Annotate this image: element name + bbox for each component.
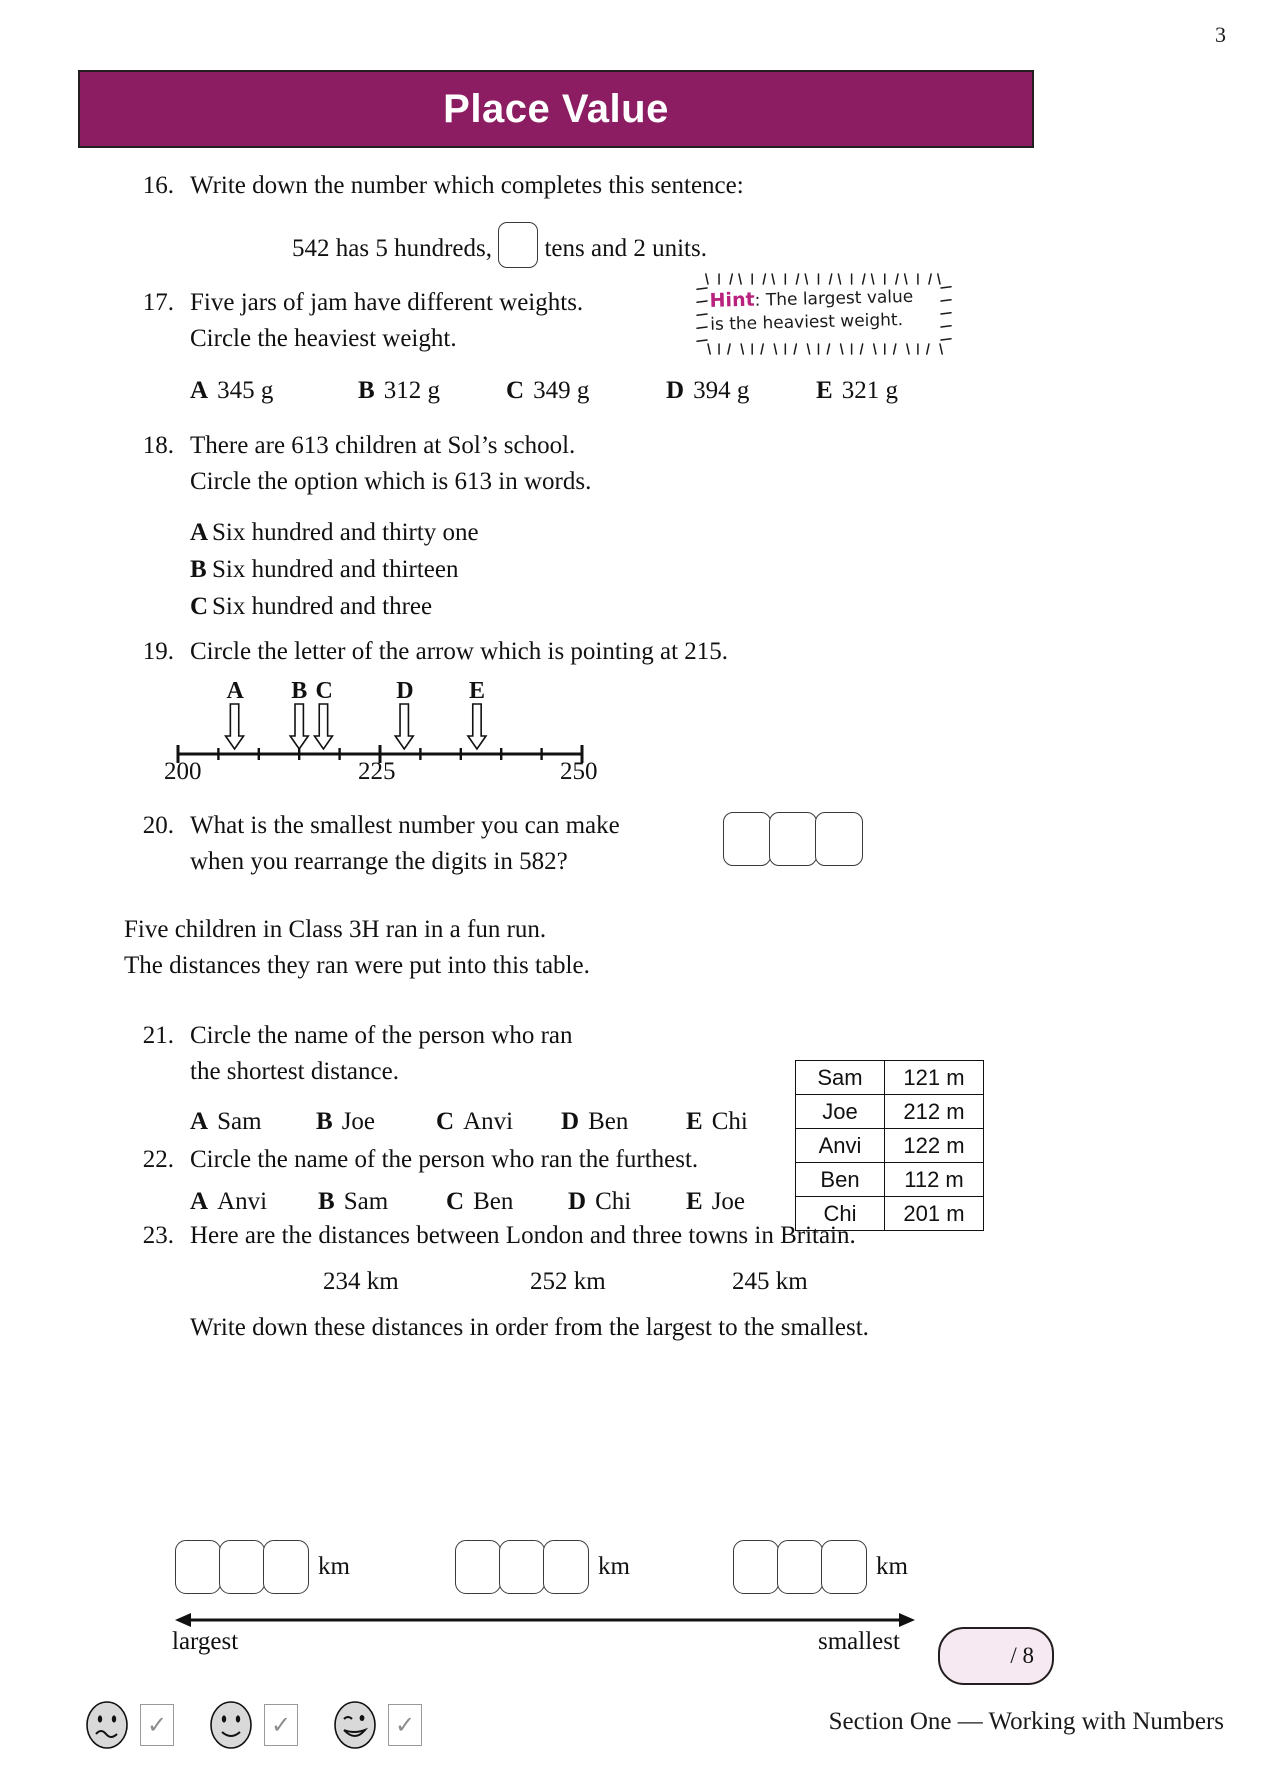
question-17 [118, 285, 990, 409]
question-18-text-2: Circle the option which is 613 in words. [190, 468, 592, 495]
question-19 [118, 634, 728, 670]
question-23-text-1: Here are the distances between London and three towns in Britain. [190, 1222, 856, 1249]
q18-option-b[interactable]: B Six hundred and thirteen [190, 556, 459, 583]
tickbox-sad[interactable]: ✓ [140, 1704, 174, 1746]
fun-run-intro [124, 912, 590, 984]
page-title: Place Value [443, 86, 669, 131]
face-unit-neutral[interactable] [208, 1700, 298, 1750]
question-16-text: Write down the number which completes this sentence: [190, 172, 744, 199]
q16-sentence-before: 542 has 5 hundreds, [292, 235, 492, 262]
page-number: 3 [1215, 22, 1226, 47]
question-22 [118, 1142, 810, 1220]
number-line-tick-label-250: 250 [560, 758, 598, 785]
q23-g1-unit: km [318, 1553, 350, 1580]
q22-option-d[interactable]: D Chi [568, 1188, 632, 1215]
hint-colon: : [754, 290, 761, 311]
question-19-number: 19. [142, 638, 174, 665]
question-21-text-1: Circle the name of the person who ran [190, 1022, 573, 1049]
question-16-number: 16. [142, 172, 174, 199]
number-line-letter-d: D [396, 678, 414, 704]
hint-label: Hint [709, 288, 755, 312]
question-18-number: 18. [142, 432, 174, 459]
q23-g1-box-3[interactable] [263, 1540, 309, 1594]
question-21-number: 21. [142, 1022, 174, 1049]
q17-option-a[interactable]: A 345 g [190, 377, 274, 404]
table-cell-name: Joe [796, 1095, 885, 1129]
question-21-text-2: the shortest distance. [190, 1058, 399, 1085]
q17-option-c[interactable]: C 349 g [506, 377, 590, 404]
question-18 [118, 428, 591, 625]
q23-answer-group-3[interactable] [733, 1540, 908, 1594]
label-smallest: smallest [818, 1628, 900, 1655]
fun-run-intro-2: The distances they ran were put into this table. [124, 952, 590, 979]
face-unit-happy[interactable] [332, 1700, 422, 1750]
question-22-text: Circle the name of the person who ran the furthest. [190, 1146, 699, 1173]
section-title-banner [78, 70, 1034, 148]
fun-run-intro-1: Five children in Class 3H ran in a fun run. [124, 916, 547, 943]
table-cell-name: Ben [796, 1163, 885, 1197]
q16-sentence-after: tens and 2 units. [544, 235, 707, 262]
question-23-number: 23. [142, 1222, 174, 1249]
q17-option-e[interactable]: E 321 g [816, 377, 898, 404]
q21-option-e[interactable]: E Chi [686, 1108, 748, 1135]
q23-g1-box-2[interactable] [219, 1540, 265, 1594]
question-22-number: 22. [142, 1146, 174, 1173]
hint-line-1: The largest value [760, 286, 914, 311]
q21-option-a[interactable]: A Sam [190, 1108, 262, 1135]
largest-smallest-arrow [175, 1612, 915, 1628]
tickbox-neutral[interactable]: ✓ [264, 1704, 298, 1746]
q23-g2-unit: km [598, 1553, 630, 1580]
neutral-face-icon [208, 1700, 254, 1750]
q23-answer-group-2[interactable] [455, 1540, 630, 1594]
number-line-letter-a: A [226, 678, 244, 704]
table-cell-distance: 121 m [885, 1061, 984, 1095]
double-arrow-icon [175, 1612, 915, 1628]
table-cell-name: Sam [796, 1061, 885, 1095]
score-value: / 8 [1010, 1643, 1034, 1668]
q23-g3-box-1[interactable] [733, 1540, 779, 1594]
fun-run-table [795, 1060, 984, 1231]
section-footer-text: Section One — Working with Numbers [828, 1708, 1224, 1735]
question-20-text-1: What is the smallest number you can make [190, 812, 620, 839]
table-row [796, 1163, 984, 1197]
happy-face-icon [332, 1700, 378, 1750]
q21-option-b[interactable]: B Joe [316, 1108, 376, 1135]
q23-g3-box-3[interactable] [821, 1540, 867, 1594]
number-line-letter-b: B [291, 678, 308, 704]
q23-g3-unit: km [876, 1553, 908, 1580]
question-17-number: 17. [142, 289, 174, 316]
q20-answer-box-3[interactable] [815, 812, 863, 866]
self-assessment-faces [84, 1700, 456, 1750]
table-row [796, 1061, 984, 1095]
hint-line-2: is the heaviest weight. [709, 310, 904, 335]
question-23 [118, 1218, 923, 1346]
number-line-diagram [164, 678, 598, 790]
q17-option-b[interactable]: B 312 g [358, 377, 440, 404]
question-18-text-1: There are 613 children at Sol’s school. [190, 432, 576, 459]
q18-option-a[interactable]: A Six hundred and thirty one [190, 519, 479, 546]
tickbox-happy[interactable]: ✓ [388, 1704, 422, 1746]
table-cell-name: Anvi [796, 1129, 885, 1163]
q20-answer-box-1[interactable] [723, 812, 771, 866]
question-23-text-2: Write down these distances in order from the largest to the smallest. [190, 1314, 869, 1341]
question-19-text: Circle the letter of the arrow which is pointing at 215. [190, 638, 729, 665]
q23-g1-box-1[interactable] [175, 1540, 221, 1594]
q23-distance-3: 245 km [732, 1268, 808, 1295]
q23-answer-group-1[interactable] [175, 1540, 350, 1594]
table-row [796, 1095, 984, 1129]
question-21 [118, 1018, 810, 1140]
table-cell-distance: 122 m [885, 1129, 984, 1163]
q23-answer-row [175, 1540, 935, 1598]
q23-g3-box-2[interactable] [777, 1540, 823, 1594]
question-16-sentence [292, 222, 744, 268]
question-20-text-2: when you rearrange the digits in 582? [190, 848, 568, 875]
q17-option-d[interactable]: D 394 g [666, 377, 750, 404]
q16-answer-box[interactable] [498, 222, 538, 268]
question-20-number: 20. [142, 812, 174, 839]
sad-face-icon [84, 1700, 130, 1750]
table-cell-distance: 201 m [885, 1197, 984, 1231]
q22-option-c[interactable]: C Ben [446, 1188, 514, 1215]
q22-option-b[interactable]: B Sam [318, 1188, 389, 1215]
question-17-text-2: Circle the heaviest weight. [190, 325, 457, 352]
q23-g2-box-2[interactable] [499, 1540, 545, 1594]
face-unit-sad[interactable] [84, 1700, 174, 1750]
number-line-letter-c: C [315, 678, 333, 704]
q23-distance-2: 252 km [530, 1268, 606, 1295]
q23-g2-box-1[interactable] [455, 1540, 501, 1594]
q23-g2-box-3[interactable] [543, 1540, 589, 1594]
q23-distance-1: 234 km [323, 1268, 399, 1295]
q22-option-a[interactable]: A Anvi [190, 1188, 268, 1215]
table-cell-distance: 212 m [885, 1095, 984, 1129]
table-cell-distance: 112 m [885, 1163, 984, 1197]
number-line-letter-e: E [468, 678, 485, 704]
question-20 [118, 808, 620, 880]
q20-answer-boxes[interactable] [723, 812, 863, 866]
q22-option-e[interactable]: E Joe [686, 1188, 746, 1215]
label-largest: largest [172, 1628, 239, 1655]
q21-option-d[interactable]: D Ben [561, 1108, 629, 1135]
table-cell-name: Chi [796, 1197, 885, 1231]
question-16 [118, 168, 744, 268]
q20-answer-box-2[interactable] [769, 812, 817, 866]
question-17-text-1: Five jars of jam have different weights. [190, 289, 584, 316]
score-box[interactable] [938, 1627, 1054, 1685]
table-row [796, 1129, 984, 1163]
number-line-tick-label-200: 200 [164, 758, 202, 785]
q18-option-c[interactable]: C Six hundred and three [190, 593, 433, 620]
q21-option-c[interactable]: C Anvi [436, 1108, 514, 1135]
number-line-tick-label-225: 225 [358, 758, 396, 785]
